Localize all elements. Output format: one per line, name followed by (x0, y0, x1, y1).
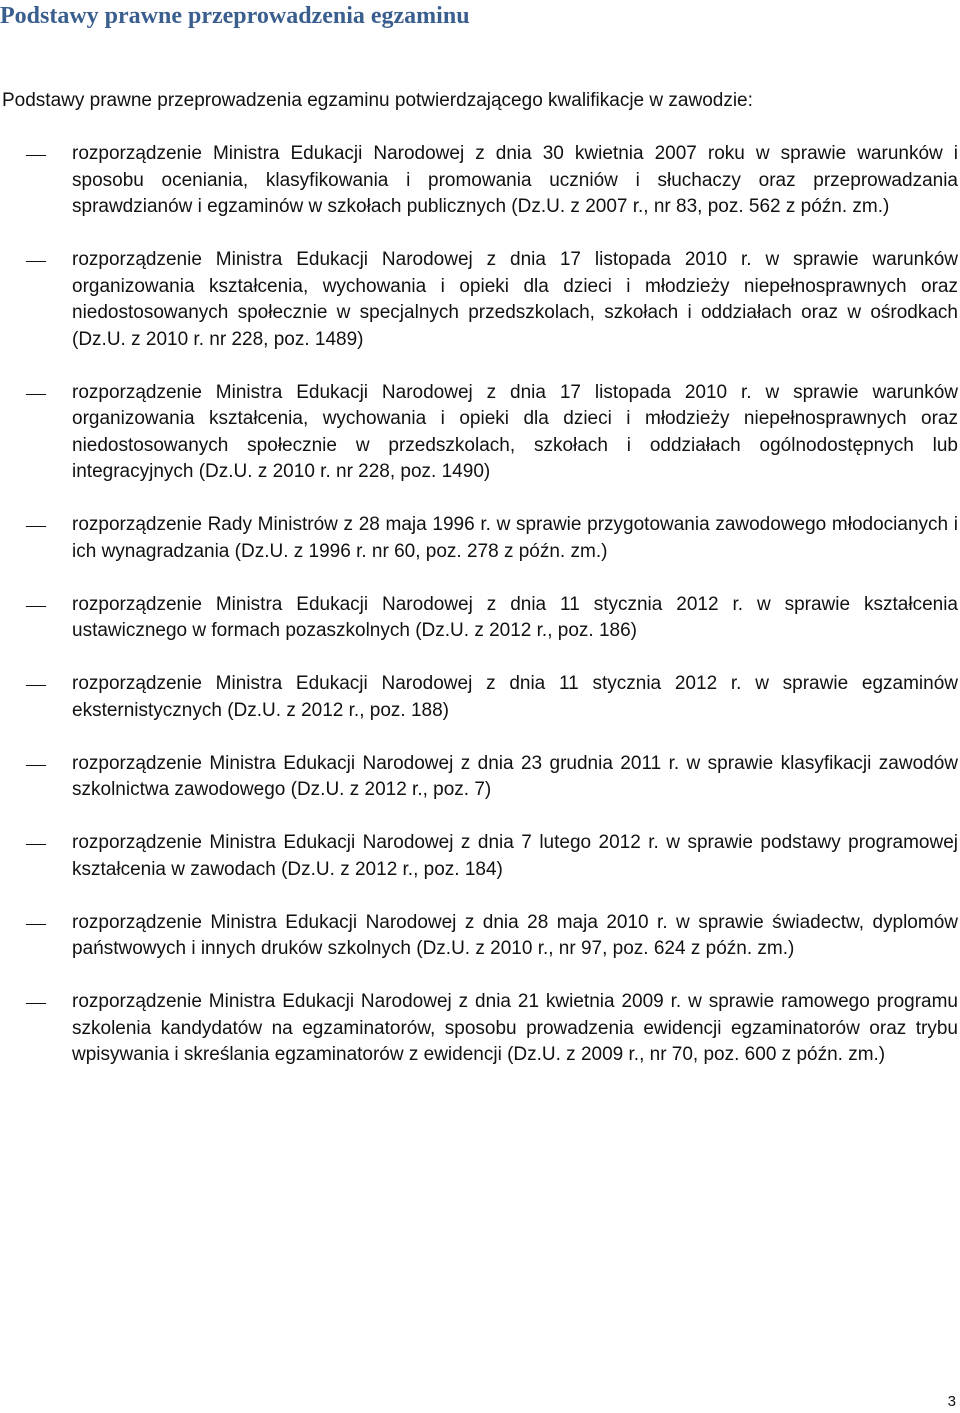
list-item (0, 380, 960, 486)
dash-bullet-icon (26, 394, 46, 395)
list-item (0, 247, 960, 353)
list-item (0, 751, 960, 804)
list-item (0, 830, 960, 883)
dash-bullet-icon (26, 261, 46, 262)
dash-bullet-icon (26, 924, 46, 925)
list-item-text: rozporządzenie Ministra Edukacji Narodowej z dnia 7 lutego 2012 r. w sprawie podstawy programowej kształcenia w zawodach (Dz.U. z 2012 r., poz. 184) (72, 832, 958, 880)
dash-bullet-icon (26, 155, 46, 156)
list-item-text: rozporządzenie Ministra Edukacji Narodowej z dnia 30 kwietnia 2007 roku w sprawie warunków i sposobu oceniania, klasyfikowania i promowania uczniów i słuchaczy oraz przeprowadzania sprawdzianów i egzaminów w szkołach publicznych (Dz.U. z 2007 r., nr 83, poz. 562 z późn. zm.) (72, 143, 958, 217)
dash-bullet-icon (26, 606, 46, 607)
dash-bullet-icon (26, 685, 46, 686)
list-item-text: rozporządzenie Ministra Edukacji Narodowej z dnia 23 grudnia 2011 r. w sprawie klasyfikacji zawodów szkolnictwa zawodowego (Dz.U. z 2012 r., poz. 7) (72, 752, 958, 800)
list-item-text: rozporządzenie Ministra Edukacji Narodowej z dnia 28 maja 2010 r. w sprawie świadectw, dyplomów państwowych i innych druków szkolnych (Dz.U. z 2010 r., nr 97, poz. 624 z późn. zm.) (72, 911, 958, 959)
list-item-text: rozporządzenie Ministra Edukacji Narodowej z dnia 17 listopada 2010 r. w sprawie warunków organizowania kształcenia, wychowania i opieki dla dzieci i młodzieży niepełnosprawnych oraz niedostosowanych społecznie w specjalnych przedszkolach, szkołach i oddziałach oraz w ośrodkach (Dz.U. z 2010 r. nr 228, poz. 1489) (72, 249, 958, 350)
dash-bullet-icon (26, 526, 46, 527)
dash-bullet-icon (26, 844, 46, 845)
page-title: Podstawy prawne przeprowadzenia egzaminu (0, 3, 470, 29)
list-item (0, 141, 960, 221)
list-item (0, 512, 960, 565)
list-item-text: rozporządzenie Ministra Edukacji Narodowej z dnia 11 stycznia 2012 r. w sprawie kształcenia ustawicznego w formach pozaszkolnych (Dz.U. z 2012 r., poz. 186) (72, 593, 958, 641)
dash-bullet-icon (26, 765, 46, 766)
list-item-text: rozporządzenie Ministra Edukacji Narodowej z dnia 11 stycznia 2012 r. w sprawie egzaminów eksternistycznych (Dz.U. z 2012 r., poz. 188) (72, 673, 958, 721)
list-item (0, 989, 960, 1069)
list-item (0, 671, 960, 724)
list-item-text: rozporządzenie Rady Ministrów z 28 maja 1996 r. w sprawie przygotowania zawodowego młodocianych i ich wynagradzania (Dz.U. z 1996 r. nr 60, poz. 278 z późn. zm.) (72, 514, 958, 562)
page-number: 3 (947, 1393, 956, 1410)
intro-paragraph: Podstawy prawne przeprowadzenia egzaminu potwierdzającego kwalifikacje w zawodzie: (2, 90, 753, 111)
list-item (0, 910, 960, 963)
regulations-list (0, 141, 960, 1095)
list-item-text: rozporządzenie Ministra Edukacji Narodowej z dnia 21 kwietnia 2009 r. w sprawie ramowego programu szkolenia kandydatów na egzaminatorów, sposobu prowadzenia ewidencji egzaminatorów oraz trybu wpisywania i skreślania egzaminatorów z ewidencji (Dz.U. z 2009 r., nr 70, poz. 600 z późn. zm.) (72, 991, 958, 1065)
list-item (0, 592, 960, 645)
dash-bullet-icon (26, 1003, 46, 1004)
list-item-text: rozporządzenie Ministra Edukacji Narodowej z dnia 17 listopada 2010 r. w sprawie warunków organizowania kształcenia, wychowania i opieki dla dzieci i młodzieży niepełnosprawnych oraz niedostosowanych społecznie w przedszkolach, szkołach i oddziałach ogólnodostępnych lub integracyjnych (Dz.U. z 2010 r. nr 228, poz. 1490) (72, 381, 958, 482)
